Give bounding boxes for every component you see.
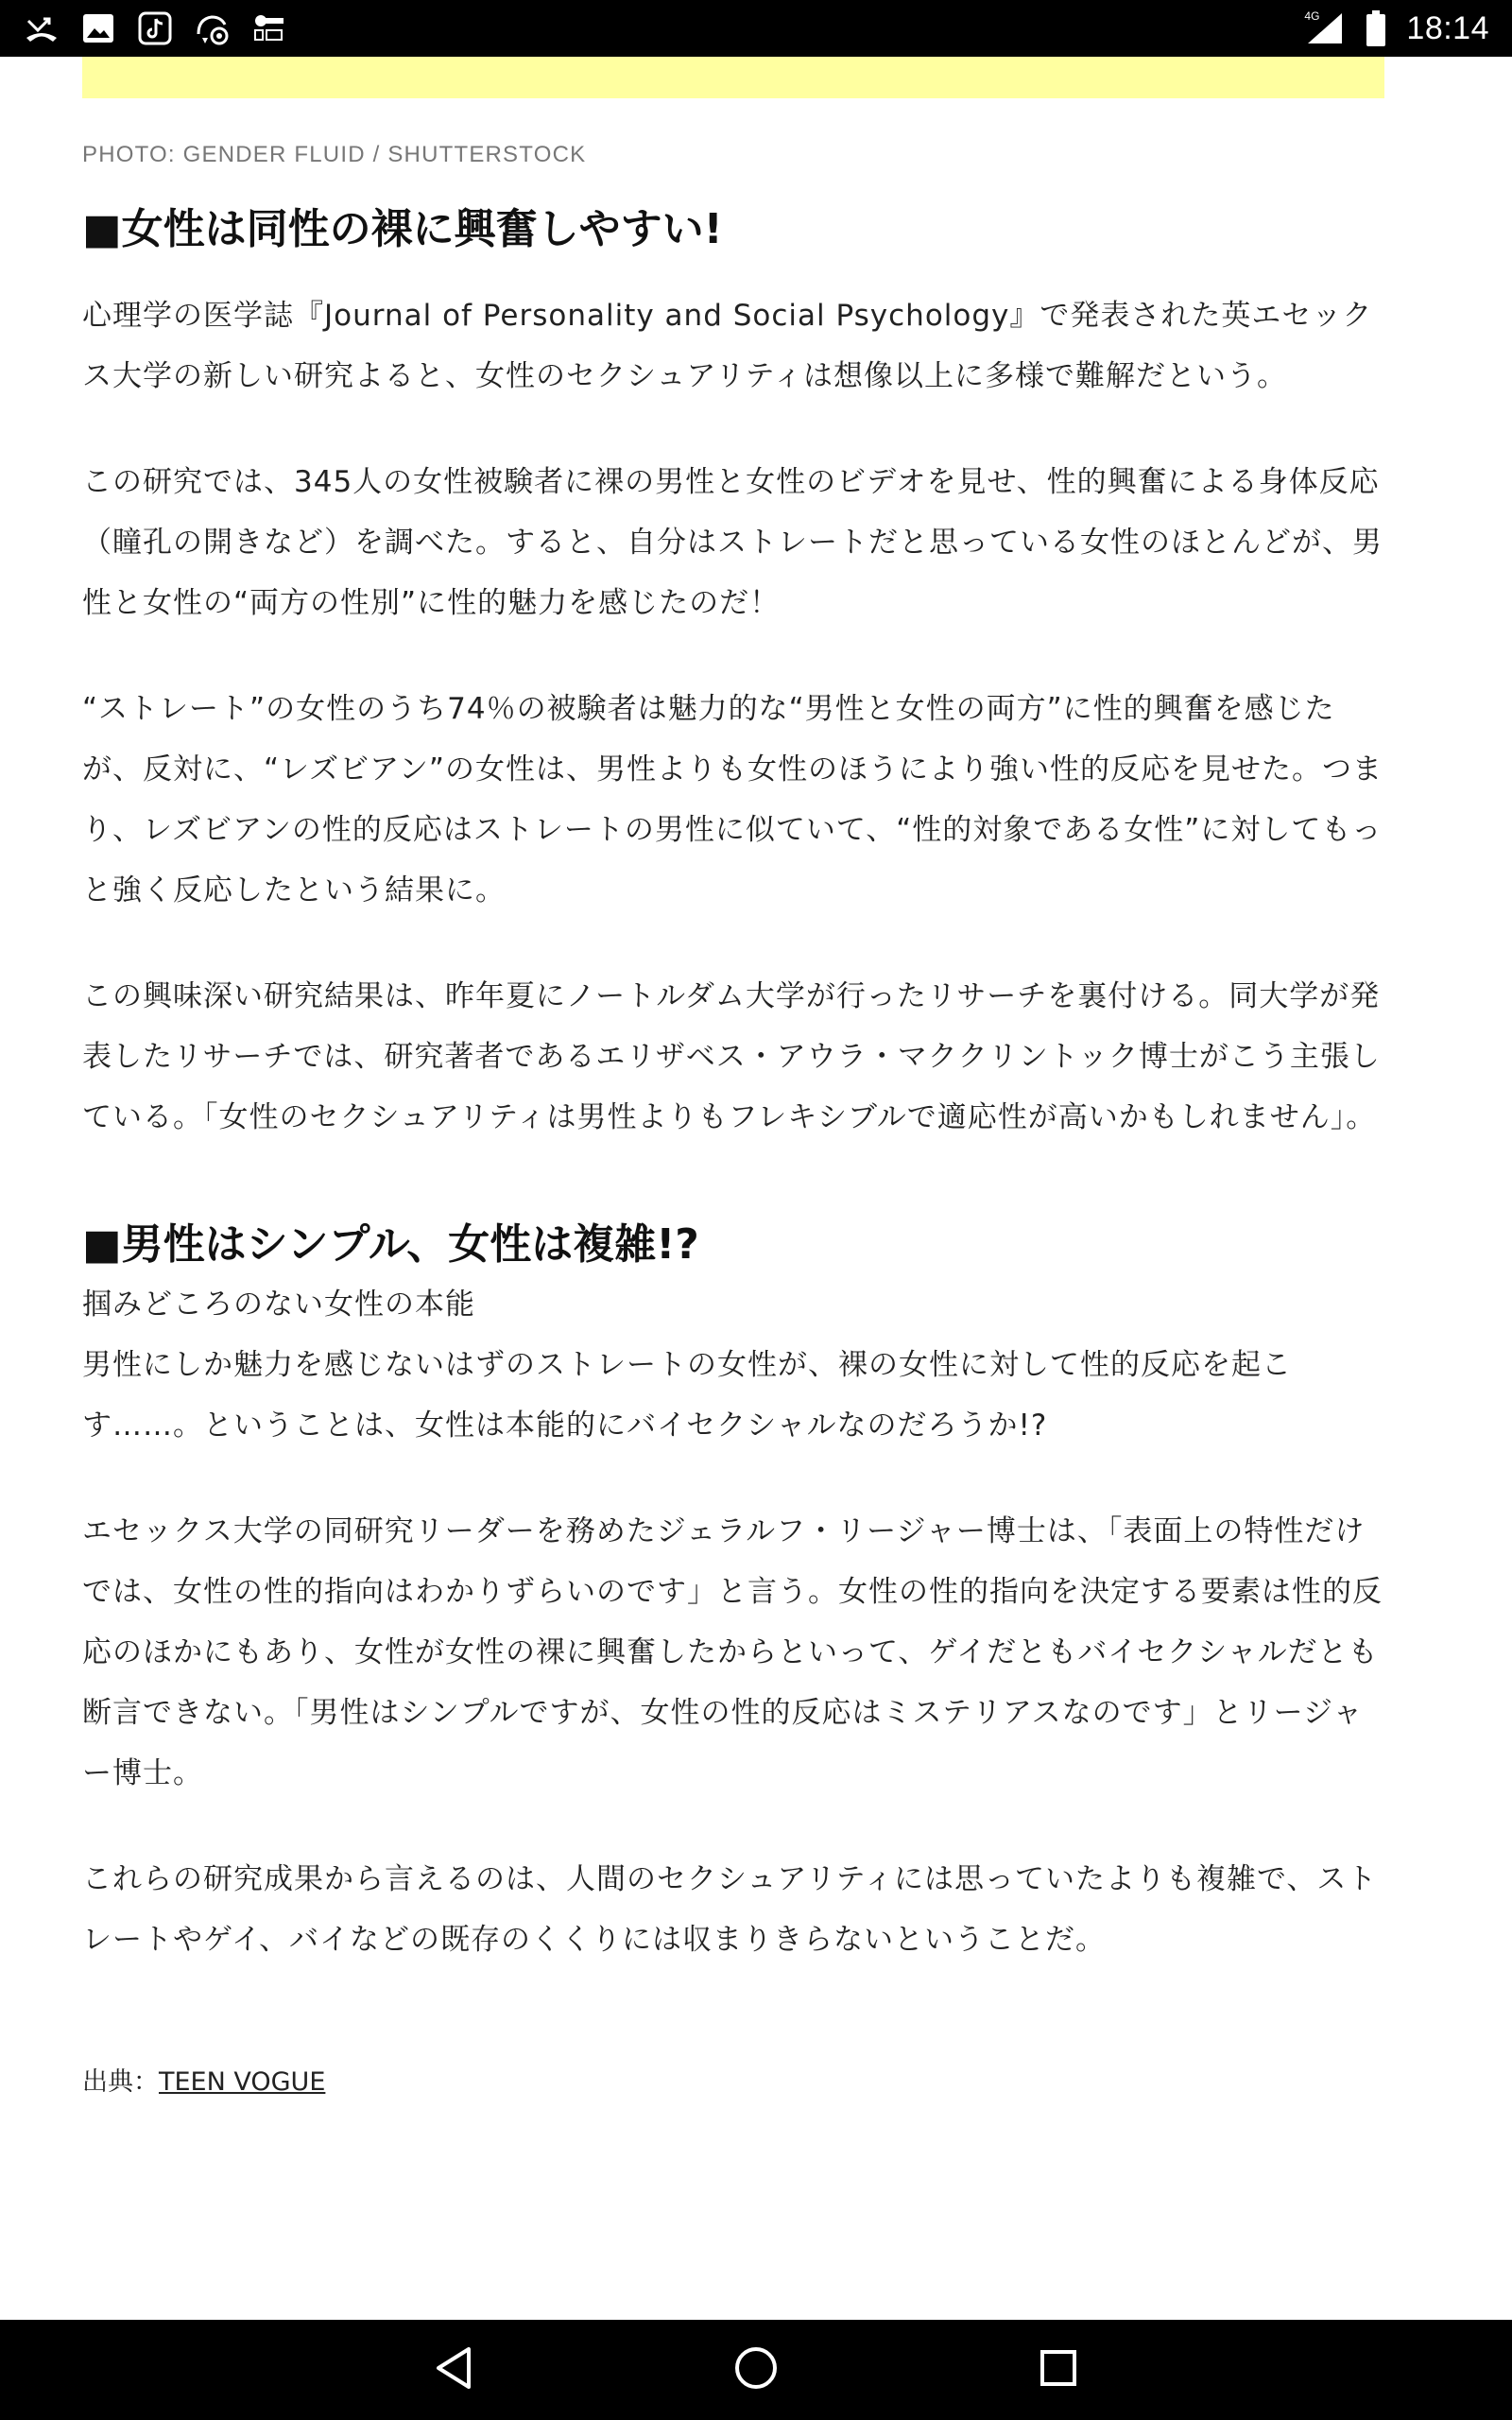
back-icon	[431, 2343, 476, 2396]
paragraph: “ストレート”の女性のうち74％の被験者は魅力的な“男性と女性の両方”に性的興奮を感じたが、反対に、“レズビアン”の女性は、男性よりも女性のほうにより強い性的反応を見せた。つまり、レズビアンの性的反応はストレートの男性に似ていて、“性的対象である女性”に対してもっと強く反応したという結果に。	[82, 692, 1383, 908]
paragraph: 男性にしか魅力を感じないはずのストレートの女性が、裸の女性に対して性的反応を起こす……。ということは、女性は本能的にバイセクシャルなのだろうか!?	[82, 1348, 1292, 1443]
network-type: 4G	[1304, 9, 1320, 23]
navigation-bar	[0, 2320, 1512, 2420]
photo-credit: PHOTO: GENDER FLUID / SHUTTERSTOCK	[82, 142, 587, 167]
home-button[interactable]	[728, 2342, 784, 2398]
image-icon	[79, 9, 117, 47]
article	[82, 57, 1384, 2320]
signal-icon	[1304, 9, 1346, 47]
section-heading-2: ■男性はシンプル、女性は複雑!?	[82, 1220, 699, 1269]
clock: 18:14	[1406, 9, 1489, 46]
notification-icon	[249, 9, 287, 47]
back-button[interactable]	[425, 2342, 482, 2398]
photo-image	[82, 57, 1384, 98]
section-heading-1: ■女性は同性の裸に興奮しやすい!	[82, 205, 723, 253]
paragraph: エセックス大学の同研究リーダーを務めたジェラルフ・リージャー博士は、「表面上の特性だけでは、女性の性的指向はわかりずらいのです」と言う。女性の性的指向を決定する要素は性的反応のほかにもあり、女性が女性の裸に興奮したからといって、ゲイだともバイセクシャルだとも断言できない。「男性はシンプルですが、女性の性的反応はミステリアスなのです」とリージャー博士。	[82, 1514, 1383, 1790]
source-link[interactable]: TEEN VOGUE	[159, 2067, 326, 2097]
source-label: 出典：	[82, 2067, 159, 2097]
battery-icon	[1365, 9, 1387, 47]
source-citation	[82, 2061, 1384, 2098]
paragraph: この興味深い研究結果は、昨年夏にノートルダム大学が行ったリサーチを裏付ける。同大学が発表したリサーチでは、研究著者であるエリザベス・アウラ・マククリントック博士がこう主張している。「女性のセクシュアリティは男性よりもフレキシブルで適応性が高いかもしれません」。	[82, 979, 1381, 1134]
section-lead: 掴みどころのない女性の本能	[82, 1288, 475, 1322]
paragraph: 心理学の医学誌『Journal of Personality and Social Psychology』で発表された英エセックス大学の新しい研究よると、女性のセクシュアリティは想像以上に多様で難解だという。	[82, 299, 1373, 393]
status-bar	[0, 0, 1512, 57]
system-status	[1304, 0, 1489, 57]
recents-icon	[1038, 2347, 1079, 2393]
recents-button[interactable]	[1030, 2342, 1087, 2398]
missed-call-icon	[23, 9, 60, 47]
paragraph: これらの研究成果から言えるのは、人間のセクシュアリティには思っていたよりも複雑で、ストレートやゲイ、バイなどの既存のくくりには収まりきらないということだ。	[82, 1862, 1378, 1957]
tiktok-icon	[136, 9, 174, 47]
notification-icons	[23, 8, 287, 49]
home-icon	[731, 2343, 781, 2396]
settings-sync-icon	[193, 9, 231, 47]
paragraph: この研究では、345人の女性被験者に裸の男性と女性のビデオを見せ、性的興奮による身体反応（瞳孔の開きなど）を調べた。すると、自分はストレートだと思っている女性のほとんどが、男性と女性の“両方の性別”に性的魅力を感じたのだ！	[82, 465, 1383, 620]
